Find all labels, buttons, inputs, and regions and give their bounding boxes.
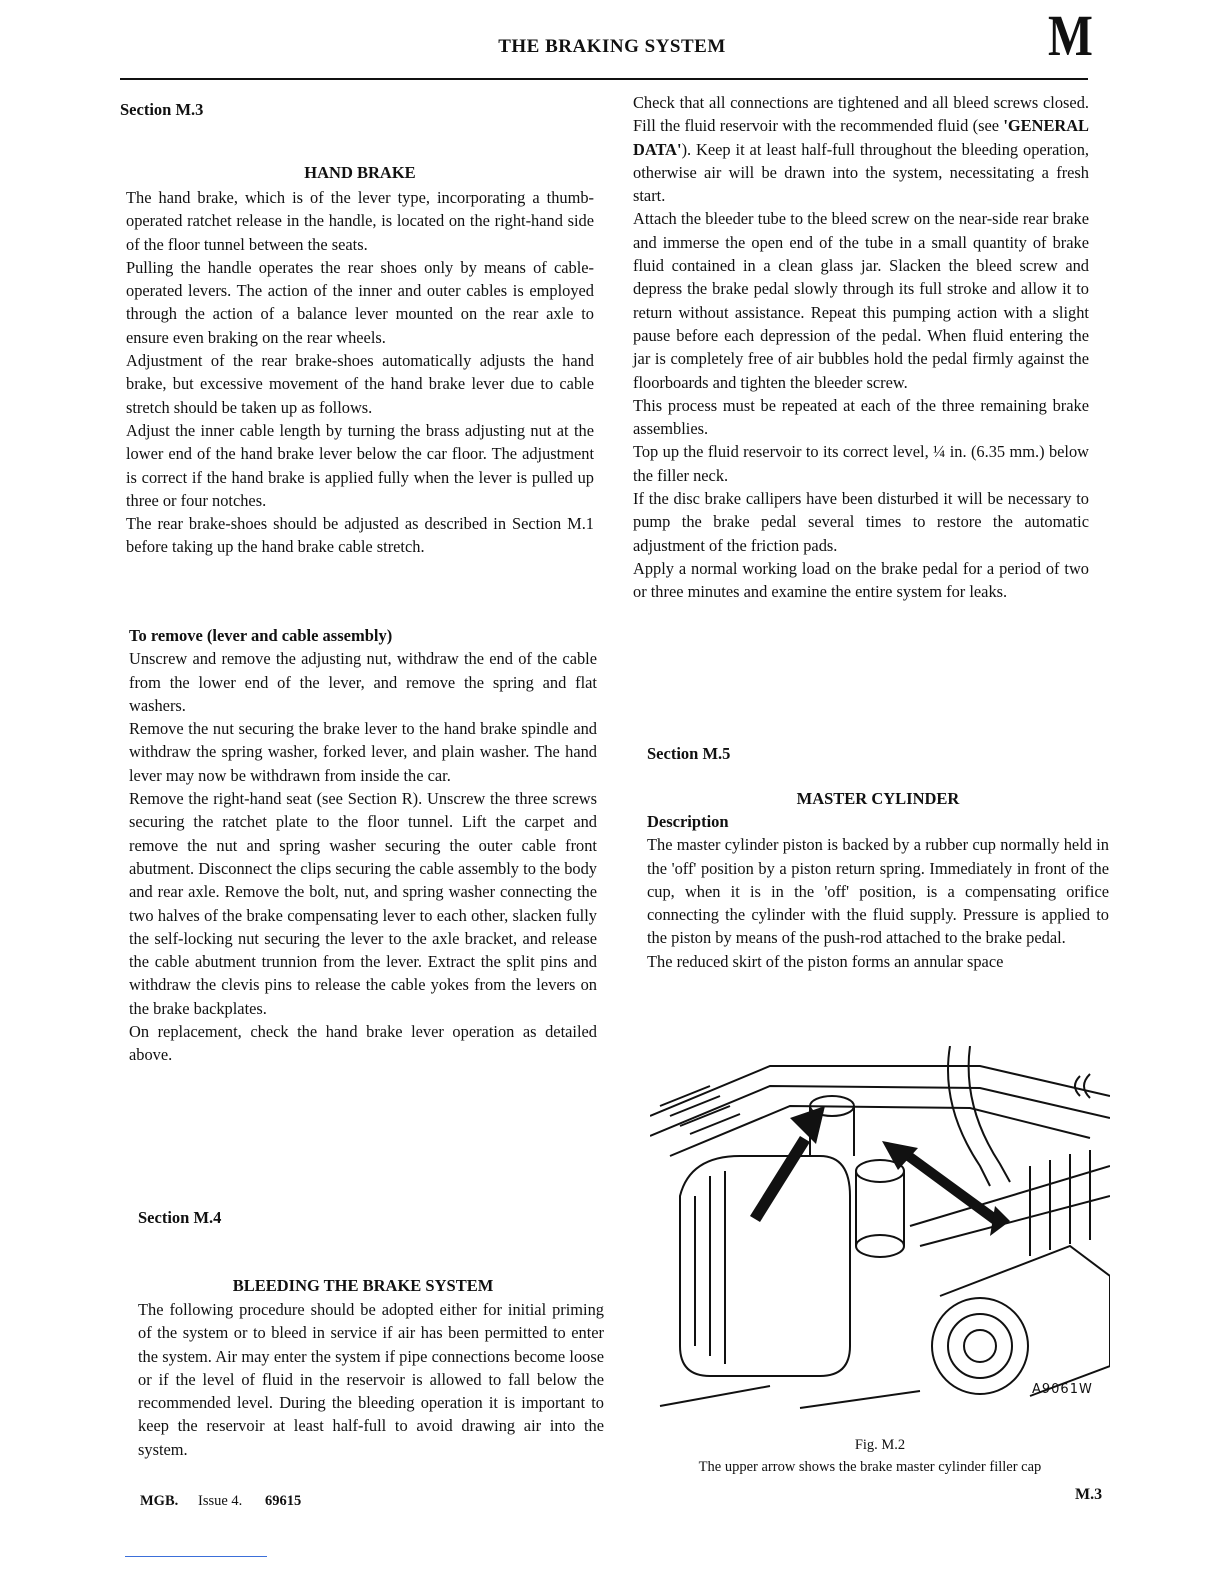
paragraph: The reduced skirt of the piston forms an annular space: [647, 951, 1004, 971]
footer-number: 69615: [265, 1493, 302, 1509]
text: Check that all connections are tightened and all bleed screws closed. Fill the fluid reservoir with the recommended fluid (see: [633, 93, 1089, 136]
figure-caption: The upper arrow shows the brake master cylinder filler cap: [698, 1459, 1042, 1475]
chapter-letter: M: [1048, 3, 1093, 68]
paragraph: The rear brake-shoes should be adjusted as described in Section M.1 before taking up the hand brake cable stretch.: [126, 514, 594, 557]
paragraph: Adjust the inner cable length by turning the brass adjusting nut at the lower end of the hand brake lever below the car floor. The adjustment is correct if the hand brake is applied fully when the lever is pulled up three or four notches.: [126, 420, 594, 510]
footer-link-bar: [125, 1556, 267, 1557]
general-data-ref: 'GENERAL DATA': [633, 116, 1089, 159]
text: ). Keep it at least half-full throughout the bleeding operation, otherwise air will be drawn into the system, necessitating a fresh start.: [633, 139, 1089, 206]
figure-ref-code: A9061W: [1032, 1382, 1093, 1397]
paragraph: Pulling the handle operates the rear shoes only by means of cable-operated levers. The action of the inner and outer cables is employed through the action of a balance lever mounted on the rear axle to ensure even braking on the rear wheels.: [126, 257, 594, 347]
paragraph: On replacement, check the hand brake lever operation as detailed above.: [129, 1022, 597, 1065]
paragraph: Unscrew and remove the adjusting nut, withdraw the end of the cable from the lower end of the lever, and remove the spring and flat washers.: [129, 649, 597, 715]
header-rule: [120, 78, 1088, 80]
paragraph: Top up the fluid reservoir to its correct level, ¼ in. (6.35 mm.) below the filler neck.: [633, 442, 1089, 485]
paragraph: The hand brake, which is of the lever type, incorporating a thumb-operated ratchet release in the handle, is located on the right-hand side of the floor tunnel between the seats.: [126, 188, 594, 254]
hand-brake-body: [126, 186, 594, 559]
section-label-m5: Section M.5: [647, 744, 731, 763]
footer-issue: Issue 4.: [198, 1493, 243, 1509]
paragraph: Attach the bleeder tube to the bleed screw on the near-side rear brake and immerse the open end of the tube in a small quantity of brake fluid contained in a clean glass jar. Slacken the bleed screw and depress the brake pedal slowly through its full stroke and allow it to return without assistance. Repeat this pumping action with a slight pause before each depression of the pedal. When fluid entering the jar is completely free of air bubbles hold the pedal firmly against the floorboards and tighten the bleeder screw.: [633, 209, 1089, 392]
paragraph: Remove the right-hand seat (see Section R). Unscrew the three screws securing the ratchet plate to the floor tunnel. Lift the carpet and remove the nut and spring washer securing the outer cable front abutment. Disconnect the clips securing the cable assembly to the body and rear axle. Remove the bolt, nut, and spring washer connecting the two halves of the brake compensating lever to each other, slacken fully the self-locking nut securing the lever to the axle bracket, and release the cable abutment trunnion from the lever. Extract the split pins and withdraw the clevis pins to release the cable yokes from the levers on the brake backplates.: [129, 789, 597, 1018]
paragraph: If the disc brake callipers have been disturbed it will be necessary to pump the brake pedal several times to restore the automatic adjustment of the friction pads.: [633, 489, 1089, 555]
paragraph-general-data-ref: [633, 91, 1089, 207]
subheading-to-remove: To remove (lever and cable assembly): [129, 626, 393, 645]
remove-lever-cable-body: [129, 624, 597, 1067]
paragraph: The following procedure should be adopted either for initial priming of the system or to bleed in service if air has been permitted to enter the system. Air may enter the system if pipe connections become loose or if the level of fluid in the reservoir is allowed to fall below the recommended level. During the bleeding operation it is important to keep the reservoir at least half-full to avoid drawing air into the system.: [138, 1300, 604, 1459]
section-label-m4: Section M.4: [138, 1208, 222, 1227]
paragraph: Apply a normal working load on the brake pedal for a period of two or three minutes and examine the entire system for leaks.: [633, 558, 1089, 602]
heading-hand-brake: HAND BRAKE: [304, 163, 416, 182]
page-header-title: THE BRAKING SYSTEM: [498, 36, 726, 57]
footer-model: MGB.: [140, 1493, 179, 1509]
bleeding-body-right: [633, 91, 1089, 604]
paragraph: Adjustment of the rear brake-shoes automatically adjusts the hand brake, but excessive movement of the hand brake lever due to cable stretch should be taken up as follows.: [126, 351, 594, 417]
engine-bay-drawing: [650, 1046, 1110, 1410]
heading-master-cylinder: MASTER CYLINDER: [796, 789, 960, 808]
paragraph: Remove the nut securing the brake lever to the hand brake spindle and withdraw the spring washer, forked lever, and plain washer. The hand lever may now be withdrawn from inside the car.: [129, 719, 597, 785]
page-number: M.3: [1075, 1486, 1103, 1503]
bleeding-body-left: [138, 1298, 604, 1461]
paragraph: The master cylinder piston is backed by a rubber cup normally held in the 'off' position by a piston return spring. Immediately in front of the cup, when it is in the 'off' position, is a compensating orifice connecting the cylinder with the fluid supply. Pressure is applied to the piston by means of the push-rod attached to the brake pedal.: [647, 835, 1109, 948]
figure-label: Fig. M.2: [854, 1437, 906, 1453]
master-cylinder-body: [647, 810, 1109, 973]
paragraph: This process must be repeated at each of the three remaining brake assemblies.: [633, 395, 1089, 439]
section-label-m3: Section M.3: [120, 100, 204, 119]
subheading-description: Description: [647, 812, 729, 831]
heading-bleeding: BLEEDING THE BRAKE SYSTEM: [232, 1276, 494, 1295]
figure-master-cylinder-illustration: [650, 1046, 1110, 1410]
